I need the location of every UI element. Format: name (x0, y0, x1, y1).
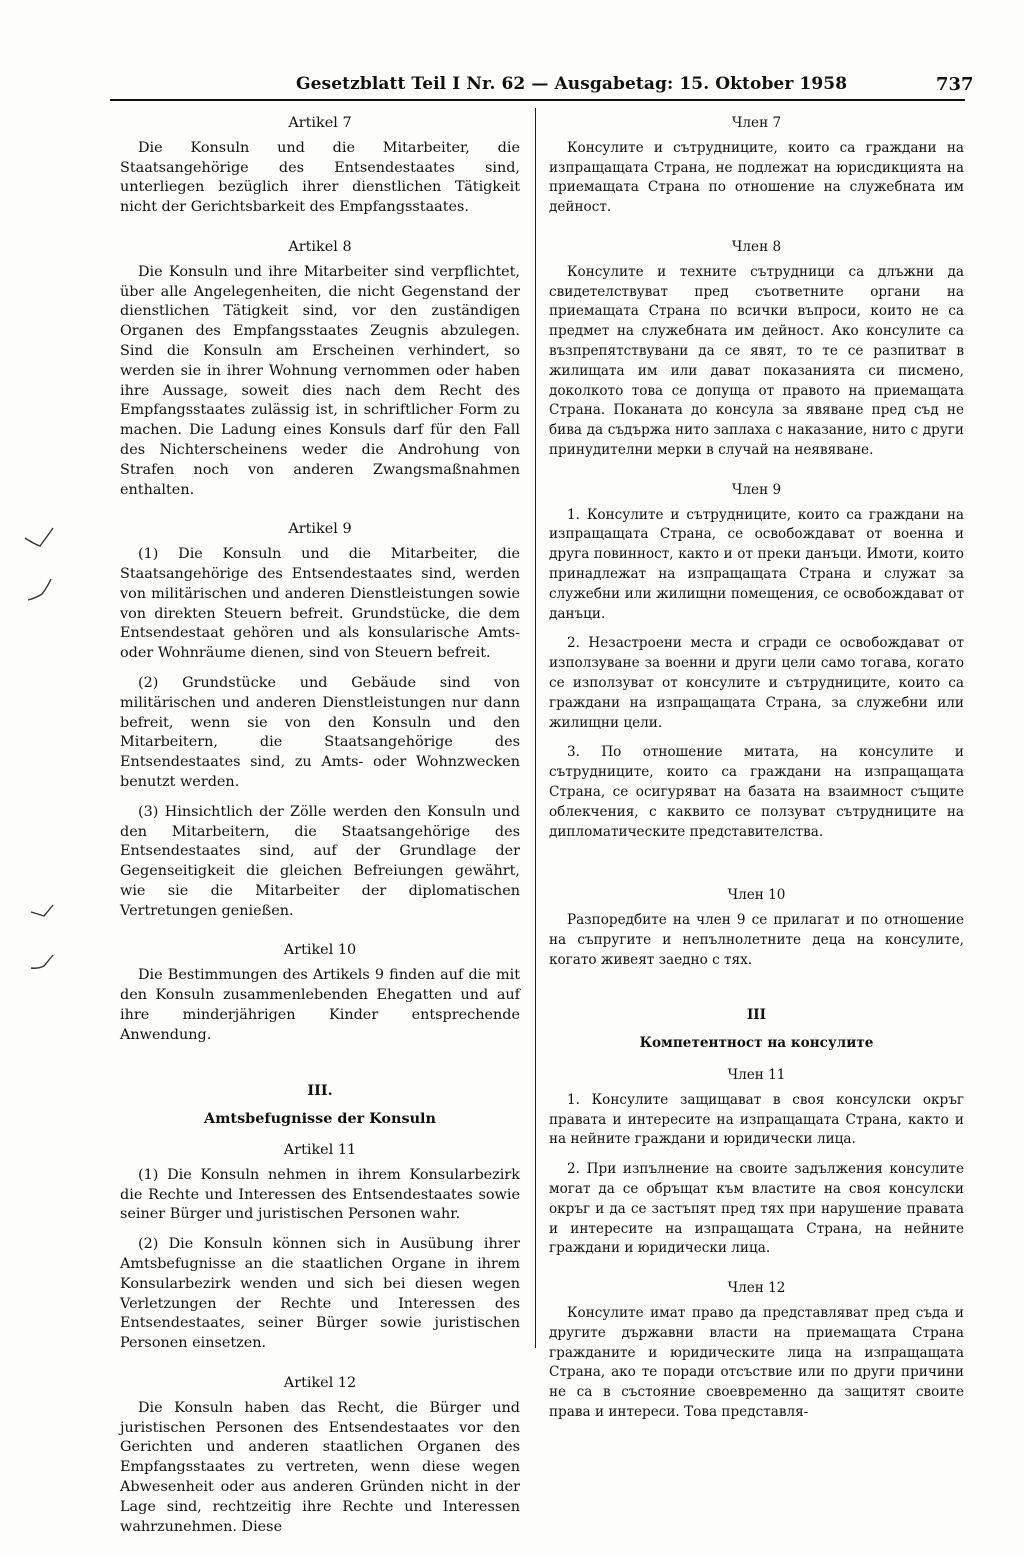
article-paragraph: (1) Die Konsuln und die Mitarbeiter, die Staatsangehörige des Entsendestaates sind, werden von militärischen und anderen Dienstleistungen sowie von direkten Steuern befreit. Grundstücke, die dem Entsendestaat gehören und als konsularische Amts- oder Wohnräume dienen, sind von Steuern befreit. (120, 546, 520, 662)
page-header (0, 0, 1024, 110)
artikel-9 (120, 520, 520, 921)
article-paragraph: (2) Die Konsuln können sich in Ausübung ihrer Amtsbefugnisse an die staatlichen Organe in ihrem Konsularbezirk wenden und sich bei diesen wegen Verletzungen der Rechte und Interessen des Entsendestaates, seiner Bürger sowie juristischen Personen einsetzen. (120, 1236, 520, 1352)
article-paragraph: Die Konsuln und ihre Mitarbeiter sind verpflichtet, über alle Angelegenheiten, die nicht Gegenstand der dienstlichen Tätigkeit sind, vor den zuständigen Organen des Empfangsstaates Zeugnis abzulegen. Sind die Konsuln am Erscheinen verhindert, so werden sie in ihrer Wohnung vernommen oder haben ihre Aussage, soweit dies nach dem Recht des Empfangsstaates zulässig ist, in schriftlicher Form zu machen. Die Ladung eines Konsuls darf für den Fall des Nichterscheinens weder die Androhung von Strafen noch von anderen Zwangsmaßnahmen enthalten. (120, 263, 520, 498)
handwritten-check-mark (28, 900, 56, 924)
article-heading: Член 9 (731, 481, 782, 498)
article-heading: Artikel 12 (283, 1375, 357, 1392)
german-column (120, 114, 520, 1557)
article-heading: Artikel 11 (283, 1142, 357, 1159)
article-paragraph: Die Konsuln und die Mitarbeiter, die Staatsangehörige des Entsendestaates sind, unterliegen bezüglich ihrer dienstlichen Tätigkeit nicht der Gerichtsbarkeit des Empfangsstaates. (120, 139, 520, 216)
chlen-11 (549, 1066, 964, 1259)
artikel-7 (120, 114, 520, 218)
handwritten-check-mark (24, 576, 54, 606)
artikel-10 (120, 941, 520, 1045)
article-paragraph: Die Bestimmungen des Artikels 9 finden auf die mit den Konsuln zusammenlebenden Ehegatten und auf ihre minderjährigen Kinder entsprechende Anwendung. (120, 967, 520, 1043)
article-heading: Член 12 (727, 1280, 786, 1297)
article-paragraph: Консулите и техните сътрудници са длъжни да свидетелствуват пред съответните органи на приемащата Страна по всички въпроси, които не са предмет на служебната им дейност. Ако консулите са възпрепятствувани да се явят, то те се разпитват в жилищата им или дават показанията си писмено, доколкото това се допуща от правото на приемащата Страна. Поканата до консула за явяване пред съд не бива да съдържа нито заплаха с наказание, нито с други принудителни мерки в случай на неявяване. (549, 263, 964, 458)
artikel-11 (120, 1141, 520, 1354)
article-paragraph: (1) Die Konsuln nehmen in ihrem Konsularbezirk die Rechte und Interessen des Entsendestaates sowie seiner Bürger und juristischen Personen wahr. (120, 1166, 520, 1223)
chlen-12 (549, 1279, 964, 1423)
chlen-8 (549, 238, 964, 461)
artikel-12 (120, 1374, 520, 1537)
article-paragraph: 1. Консулите и сътрудниците, които са граждани на изпращащата Страна, се освобождават от военна и друга повинност, както и от преки данъци. Имоти, които принадлежат на изпращащата Страна и служат за служебни или жилищни помещения, се освобождават от данъци. (549, 506, 964, 622)
article-heading: Artikel 8 (288, 238, 352, 255)
article-paragraph: 3. По отношение митата, на консулите и сътрудниците, които са граждани на изпращащата Страна, се осигуряват на базата на взаимност същите облекчения, с каквито се ползуват сътрудниците на дипломатическите представителства. (549, 744, 964, 840)
article-heading: Член 7 (731, 115, 782, 131)
handwritten-check-mark (28, 952, 56, 976)
article-heading: Artikel 9 (288, 521, 352, 538)
column-divider (535, 108, 536, 1348)
article-paragraph: 2. При изпълнение на своите задължения консулите могат да се обръщат към властите на своя консулски окръг и да се застъпят пред тях при нарушение правата и интересите на изпращащата Страна, на нейните граждани и юридически лица. (549, 1161, 964, 1257)
gazette-title: Gesetzblatt Teil I Nr. 62 — Ausgabetag: 15. Oktober 1958 (296, 74, 848, 94)
article-paragraph: Консулите и сътрудниците, които са граждани на изпращащата Страна, не подлежат на юрисдикцията на приемащата Страна по отношение на служебната им дейност. (549, 139, 964, 216)
article-heading: Artikel 7 (288, 115, 352, 131)
page-number: 737 (936, 74, 974, 95)
article-heading: Artikel 10 (283, 942, 357, 959)
article-heading: Член 10 (727, 887, 786, 904)
chlen-7 (549, 114, 964, 218)
article-paragraph: (3) Hinsichtlich der Zölle werden den Konsuln und den Mitarbeitern, die Staatsangehörige des Entsendestaates sind, auf der Grundlage der Gegenseitigkeit die gleichen Befreiungen gewährt, wie sie die Mitarbeiter der diplomatischen Vertretungen genießen. (120, 803, 520, 919)
chlen-10 (549, 886, 964, 970)
article-paragraph: 1. Консулите защищават в своя консулски окръг правата и интересите на изпращащата Страна, както и на нейните граждани и юридически лица. (549, 1091, 964, 1148)
article-paragraph: Консулите имат право да представляват пред съда и другите държавни власти на приемащата Страна гражданите и юридическите лица на изпращащата Страна, ако те поради отсъствие или по други причини не са в състояние своевременно да защитят своите права и интереси. Това представля- (549, 1305, 964, 1421)
article-paragraph: (2) Grundstücke und Gebäude sind von militärischen und anderen Dienstleistungen nur dann befreit, wenn sie von den Konsuln und den Mitarbeitern, die Staatsangehörige des Entsendestaates sind, zu Amts- oder Wohnzwecken benutzt werden. (120, 674, 520, 790)
bulgarian-column (549, 114, 964, 1443)
article-paragraph: Die Konsuln haben das Recht, die Bürger und juristischen Personen des Entsendestaates vor den Gerichten und anderen staatlichen Organen des Empfangsstaates zu vertreten, wenn diese wegen Abwesenheit oder aus anderen Gründen nicht in der Lage sind, rechtzeitig ihre Rechte und Interessen wahrzunehmen. Diese (120, 1399, 520, 1535)
article-heading: Член 8 (731, 238, 782, 255)
chlen-9 (549, 481, 964, 843)
article-heading: Член 11 (727, 1067, 786, 1084)
header-rule (110, 99, 965, 101)
section-title: Компетентност на консулите (639, 1035, 874, 1052)
section-number: III (746, 1007, 767, 1024)
artikel-8 (120, 238, 520, 500)
section-number: III. (307, 1082, 333, 1100)
handwritten-check-mark (22, 524, 56, 554)
section-title: Amtsbefugnisse der Konsuln (204, 1110, 436, 1128)
article-paragraph: Разпоредбите на член 9 се прилагат и по отношение на съпругите и непълнолетните деца на консулите, когато живеят заедно с тях. (549, 912, 964, 968)
article-paragraph: 2. Незастроени места и сгради се освобождават от използуване за военни и други цели само тогава, когато се използуват от консулите и сътрудниците, които са граждани на изпращащата Страна, за служебни или жилищни цели. (549, 635, 964, 731)
